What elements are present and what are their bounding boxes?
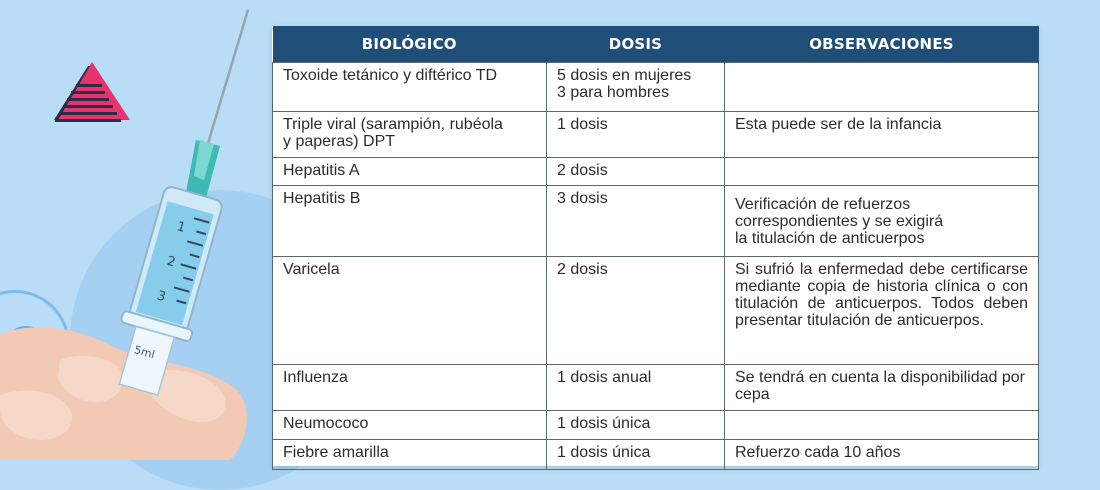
header-observaciones: OBSERVACIONES bbox=[725, 26, 1039, 63]
cell-dosis: 2 dosis bbox=[547, 158, 725, 186]
cell-dosis: 1 dosis bbox=[547, 112, 725, 158]
table-row bbox=[273, 257, 1039, 365]
vaccine-table bbox=[272, 26, 1039, 470]
table-row bbox=[273, 112, 1039, 158]
cell-dosis: 1 dosis única bbox=[547, 440, 725, 470]
header-biologico: BIOLÓGICO bbox=[273, 26, 547, 63]
header-dosis: DOSIS bbox=[547, 26, 725, 63]
syringe-illustration-icon bbox=[0, 0, 270, 450]
svg-text:1: 1 bbox=[174, 219, 188, 236]
cell-observaciones: Si sufrió la enfermedad debe certificarse mediante copia de historia clínica o con titulación de anticuerpos. Todos deben presentar titulación de anticuerpos. bbox=[725, 257, 1039, 365]
cell-observaciones bbox=[725, 63, 1039, 112]
table-row bbox=[273, 365, 1039, 411]
table-row bbox=[273, 158, 1039, 186]
cell-dosis: 5 dosis en mujeres 3 para hombres bbox=[547, 63, 725, 112]
cell-observaciones: Se tendrá en cuenta la disponibilidad por cepa bbox=[725, 365, 1039, 411]
vaccine-table-card bbox=[272, 26, 1038, 466]
cell-biologico: Hepatitis A bbox=[273, 158, 547, 186]
cell-observaciones bbox=[725, 158, 1039, 186]
cell-biologico: Influenza bbox=[273, 365, 547, 411]
cell-dosis: 1 dosis anual bbox=[547, 365, 725, 411]
cell-dosis: 3 dosis bbox=[547, 186, 725, 257]
cell-biologico: Hepatitis B bbox=[273, 186, 547, 257]
svg-text:3: 3 bbox=[155, 288, 168, 306]
cell-observaciones bbox=[725, 411, 1039, 440]
cell-biologico: Fiebre amarilla bbox=[273, 440, 547, 470]
table-header-row bbox=[273, 26, 1039, 63]
cell-biologico: Triple viral (sarampión, rubéola y paperas) DPT bbox=[273, 112, 547, 158]
table-row bbox=[273, 186, 1039, 257]
cell-observaciones: Refuerzo cada 10 años bbox=[725, 440, 1039, 470]
table-row bbox=[273, 440, 1039, 470]
cell-observaciones: Verificación de refuerzos correspondientes y se exigirá la titulación de anticuerpos bbox=[725, 186, 1039, 257]
cell-dosis: 1 dosis única bbox=[547, 411, 725, 440]
table-row bbox=[273, 411, 1039, 440]
cell-biologico: Neumococo bbox=[273, 411, 547, 440]
svg-text:5ml: 5ml bbox=[132, 343, 157, 362]
cell-biologico: Varicela bbox=[273, 257, 547, 365]
cell-observaciones: Esta puede ser de la infancia bbox=[725, 112, 1039, 158]
cell-dosis: 2 dosis bbox=[547, 257, 725, 365]
cell-biologico: Toxoide tetánico y diftérico TD bbox=[273, 63, 547, 112]
table-row bbox=[273, 63, 1039, 112]
svg-text:2: 2 bbox=[165, 253, 178, 271]
